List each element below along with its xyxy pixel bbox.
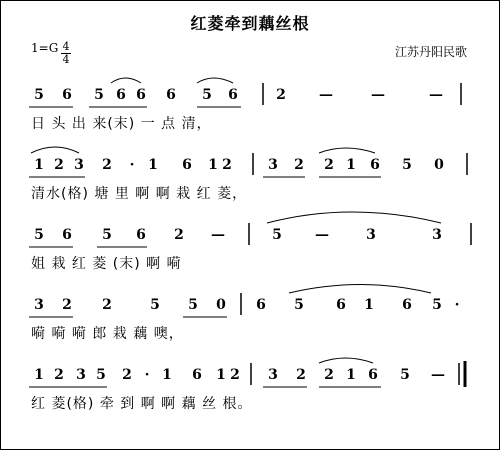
note: 5 [188, 297, 198, 313]
note: 0 [216, 297, 226, 313]
note: — [431, 367, 445, 383]
note: 3 [34, 297, 44, 313]
lyric-line-2: 清水(格) 塘 里 啊 啊 栽 红 菱， [31, 186, 248, 202]
note: 5 [402, 157, 412, 173]
note: 1 [162, 367, 172, 383]
note: 3 [432, 227, 442, 243]
note: 1 [34, 157, 44, 173]
note: 2 [296, 367, 306, 383]
time-signature-bottom: 4 [62, 53, 70, 66]
note: 6 [336, 297, 346, 313]
lyric-line-3: 姐 栽 红 菱 (末) 啊 嗬 [31, 256, 182, 272]
note: 1 [34, 367, 44, 383]
note: 5 [294, 297, 304, 313]
note: 2 [230, 367, 240, 383]
note: 0 [434, 157, 444, 173]
note: 5 [34, 87, 44, 103]
note: 3 [74, 157, 84, 173]
note: 5 [96, 367, 106, 383]
note: 1 [346, 367, 356, 383]
note: 2 [54, 157, 64, 173]
note: 5 [102, 227, 112, 243]
note: 6 [62, 227, 72, 243]
note: 6 [228, 87, 238, 103]
note: — [429, 87, 443, 103]
note: 1 [208, 157, 218, 173]
note: 3 [76, 367, 86, 383]
note: · [144, 367, 150, 383]
note: 2 [102, 297, 112, 313]
note: 5 [202, 87, 212, 103]
note: 5 [272, 227, 282, 243]
note: 6 [370, 157, 380, 173]
note: 6 [402, 297, 412, 313]
note: 2 [324, 367, 334, 383]
note: 2 [102, 157, 112, 173]
key-signature: 1=G [31, 41, 59, 55]
note: 2 [174, 227, 184, 243]
note: — [315, 227, 329, 243]
note: 2 [54, 367, 64, 383]
note: 2 [294, 157, 304, 173]
note: — [371, 87, 385, 103]
note: 5 [400, 367, 410, 383]
note: 5 [34, 227, 44, 243]
note: — [211, 227, 225, 243]
note: 1 [148, 157, 158, 173]
note: 2 [276, 87, 286, 103]
note: — [319, 87, 333, 103]
note: 6 [116, 87, 126, 103]
note: 3 [268, 157, 278, 173]
note: 5 [94, 87, 104, 103]
note: 1 [346, 157, 356, 173]
note: 2 [62, 297, 72, 313]
note: 2 [122, 367, 132, 383]
notation [1, 1, 499, 449]
lyric-line-5: 红 菱(格) 牵 到 啊 啊 藕 丝 根。 [31, 396, 253, 412]
note: 2 [324, 157, 334, 173]
note: 6 [192, 367, 202, 383]
note: 2 [222, 157, 232, 173]
note: 1 [364, 297, 374, 313]
note: 6 [256, 297, 266, 313]
note: 6 [368, 367, 378, 383]
lyric-line-1: 日 头 出 来(末) 一 点 清， [31, 116, 212, 132]
note: 5 [432, 297, 442, 313]
song-origin: 江苏丹阳民歌 [394, 45, 467, 59]
note: · [454, 297, 460, 313]
note: 6 [136, 87, 146, 103]
note: 3 [366, 227, 376, 243]
note: 6 [182, 157, 192, 173]
note: 6 [62, 87, 72, 103]
note: 5 [150, 297, 160, 313]
note: 1 [216, 367, 226, 383]
note: 3 [268, 367, 278, 383]
lyric-line-4: 嗬 嗬 嗬 郎 栽 藕 噢， [31, 326, 184, 342]
note: · [129, 157, 135, 173]
note: 6 [166, 87, 176, 103]
song-title: 红菱牵到藕丝根 [190, 14, 310, 33]
time-signature-top: 4 [62, 40, 70, 53]
note: 6 [136, 227, 146, 243]
